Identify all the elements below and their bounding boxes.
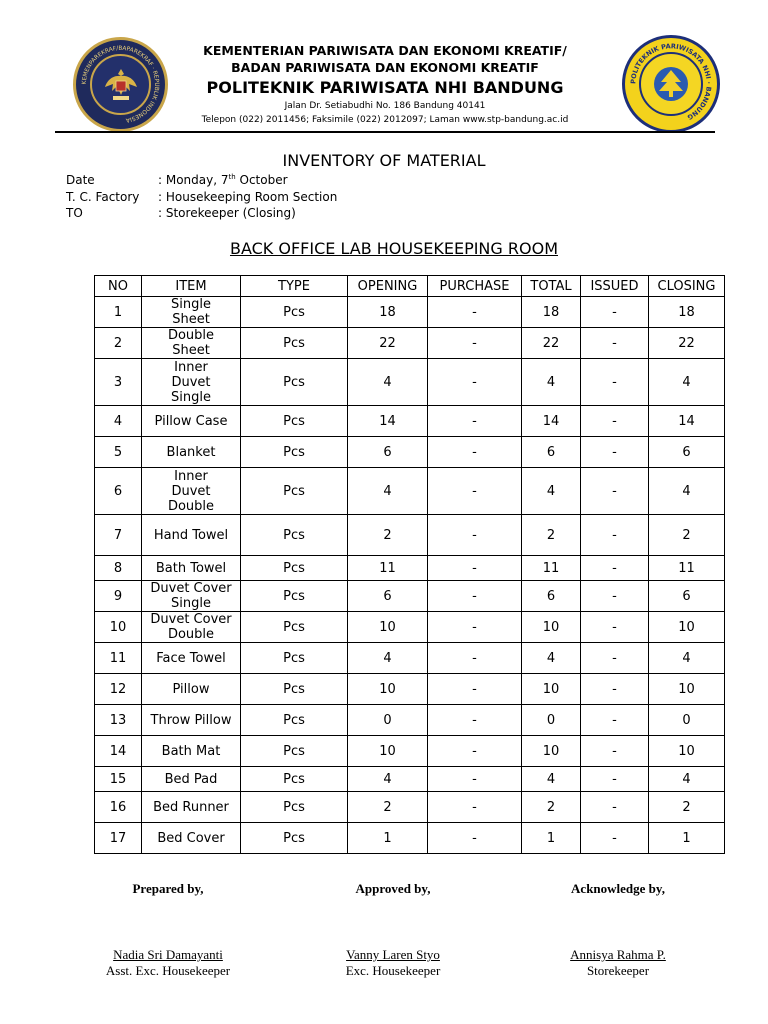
cell-type: Pcs	[241, 468, 348, 515]
cell-purchase: -	[428, 328, 522, 359]
item-line: Double	[167, 498, 215, 514]
cell-total: 2	[522, 792, 581, 823]
cell-type: Pcs	[241, 328, 348, 359]
cell-type: Pcs	[241, 515, 348, 556]
cell-total: 10	[522, 736, 581, 767]
item-line: Sheet	[172, 312, 210, 327]
cell-purchase: -	[428, 792, 522, 823]
item-line: Face Towel	[156, 650, 226, 666]
cell-no: 7	[95, 515, 142, 556]
cell-no: 11	[95, 643, 142, 674]
institution-address: Jalan Dr. Setiabudhi No. 186 Bandung 40141	[284, 101, 486, 111]
signature-heading: Acknowledge by,	[571, 881, 665, 896]
cell-closing: 18	[649, 297, 725, 328]
table-row	[95, 556, 725, 581]
cell-closing: 10	[649, 612, 725, 643]
cell-issued: -	[581, 767, 649, 792]
garuda-emblem-icon	[104, 67, 138, 103]
column-header: ITEM	[142, 276, 241, 297]
item-line: Inner	[174, 359, 208, 375]
cell-no: 2	[95, 328, 142, 359]
table-row	[95, 297, 725, 328]
cell-issued: -	[581, 674, 649, 705]
cell-no: 4	[95, 406, 142, 437]
document-title: INVENTORY OF MATERIAL	[282, 151, 486, 170]
cell-type: Pcs	[241, 297, 348, 328]
cell-opening: 11	[348, 556, 428, 581]
meta-label: Date	[66, 173, 95, 187]
cell-item	[142, 437, 241, 468]
table-row	[95, 674, 725, 705]
cell-opening: 6	[348, 581, 428, 612]
column-header: TYPE	[241, 276, 348, 297]
meta-value: : Storekeeper (Closing)	[158, 206, 296, 220]
cell-closing: 2	[649, 515, 725, 556]
item-line: Throw Pillow	[150, 712, 232, 728]
column-header: TOTAL	[522, 276, 581, 297]
cell-item	[142, 556, 241, 581]
cell-purchase: -	[428, 581, 522, 612]
item-line: Blanket	[166, 444, 216, 460]
cell-total: 10	[522, 674, 581, 705]
item-line: Bed Runner	[153, 799, 229, 815]
item-line: Single	[171, 297, 211, 312]
table-row	[95, 643, 725, 674]
signature-name: Vanny Laren Styo	[346, 947, 440, 962]
cell-opening: 10	[348, 612, 428, 643]
cell-closing: 2	[649, 792, 725, 823]
column-header: OPENING	[348, 276, 428, 297]
cell-total: 10	[522, 612, 581, 643]
cell-no: 10	[95, 612, 142, 643]
cell-total: 4	[522, 643, 581, 674]
cell-opening: 10	[348, 674, 428, 705]
institution-logo-center	[639, 52, 703, 116]
ministry-line-2: BADAN PARIWISATA DAN EKONOMI KREATIF	[231, 60, 539, 75]
cell-opening: 4	[348, 643, 428, 674]
signature-prepared	[68, 881, 268, 979]
item-line: Bed Cover	[157, 830, 225, 846]
cell-closing: 11	[649, 556, 725, 581]
item-line: Bath Mat	[161, 743, 221, 759]
ministry-logo-center	[90, 54, 151, 115]
item-line: Duvet Cover	[150, 612, 232, 627]
item-line: Inner	[174, 468, 208, 484]
item-line: Hand Towel	[153, 527, 229, 543]
item-line: Pillow	[172, 681, 210, 697]
cell-issued: -	[581, 823, 649, 854]
cell-purchase: -	[428, 297, 522, 328]
cell-total: 1	[522, 823, 581, 854]
signature-name: Annisya Rahma P.	[570, 947, 666, 962]
signature-title: Exc. Housekeeper	[345, 963, 441, 978]
cell-no: 1	[95, 297, 142, 328]
cell-item	[142, 297, 241, 328]
cell-issued: -	[581, 736, 649, 767]
cell-opening: 18	[348, 297, 428, 328]
cell-no: 6	[95, 468, 142, 515]
cell-closing: 4	[649, 767, 725, 792]
cell-item	[142, 823, 241, 854]
cell-item	[142, 359, 241, 406]
column-header: ISSUED	[581, 276, 649, 297]
cell-type: Pcs	[241, 792, 348, 823]
cell-issued: -	[581, 328, 649, 359]
table-row	[95, 437, 725, 468]
svg-text:POLITEKNIK PARIWISATA NHI · BA: POLITEKNIK PARIWISATA NHI · BANDUNG	[629, 42, 713, 122]
cell-purchase: -	[428, 515, 522, 556]
cell-issued: -	[581, 437, 649, 468]
cell-type: Pcs	[241, 736, 348, 767]
cell-no: 5	[95, 437, 142, 468]
svg-text:KEMENPAREKRAF/BAPAREKRAF · REP: KEMENPAREKRAF/BAPAREKRAF · REPUBLIK INDONESIA	[81, 45, 160, 123]
cell-issued: -	[581, 705, 649, 736]
cell-item	[142, 792, 241, 823]
table-row	[95, 581, 725, 612]
cell-closing: 10	[649, 674, 725, 705]
cell-issued: -	[581, 792, 649, 823]
table-row	[95, 406, 725, 437]
signature-acknowledged	[518, 881, 718, 979]
institution-logo	[622, 35, 720, 133]
cell-total: 4	[522, 359, 581, 406]
cell-issued: -	[581, 297, 649, 328]
cell-total: 22	[522, 328, 581, 359]
cell-opening: 10	[348, 736, 428, 767]
cell-closing: 6	[649, 437, 725, 468]
cell-issued: -	[581, 468, 649, 515]
cell-type: Pcs	[241, 359, 348, 406]
cell-type: Pcs	[241, 406, 348, 437]
cell-purchase: -	[428, 643, 522, 674]
cell-total: 11	[522, 556, 581, 581]
item-line: Bed Pad	[164, 771, 218, 787]
cell-opening: 1	[348, 823, 428, 854]
cell-no: 9	[95, 581, 142, 612]
cell-total: 4	[522, 468, 581, 515]
cell-issued: -	[581, 556, 649, 581]
cell-closing: 4	[649, 643, 725, 674]
table-row	[95, 823, 725, 854]
signature-name: Nadia Sri Damayanti	[113, 947, 223, 962]
cell-opening: 2	[348, 792, 428, 823]
header-divider	[55, 131, 715, 133]
cell-item	[142, 581, 241, 612]
cell-closing: 0	[649, 705, 725, 736]
cell-issued: -	[581, 612, 649, 643]
cell-total: 18	[522, 297, 581, 328]
item-line: Duvet	[171, 483, 211, 499]
signature-heading: Approved by,	[355, 881, 431, 896]
cell-issued: -	[581, 581, 649, 612]
cell-no: 14	[95, 736, 142, 767]
cell-issued: -	[581, 515, 649, 556]
institution-contact: Telepon (022) 2011456; Faksimile (022) 2012097; Laman www.stp-bandung.ac.id	[201, 115, 569, 125]
meta-value: : Housekeeping Room Section	[158, 190, 338, 204]
table-row	[95, 515, 725, 556]
item-line: Single	[171, 389, 211, 405]
cell-type: Pcs	[241, 556, 348, 581]
cell-opening: 22	[348, 328, 428, 359]
item-line: Duvet Cover	[150, 581, 232, 596]
column-header: PURCHASE	[428, 276, 522, 297]
ministry-line-1: KEMENTERIAN PARIWISATA DAN EKONOMI KREATIF/	[203, 43, 567, 58]
cell-type: Pcs	[241, 612, 348, 643]
cell-item	[142, 643, 241, 674]
item-line: Duvet	[171, 374, 211, 390]
cell-purchase: -	[428, 736, 522, 767]
cell-no: 13	[95, 705, 142, 736]
cell-issued: -	[581, 643, 649, 674]
meta-label: T. C. Factory	[66, 190, 140, 204]
cell-type: Pcs	[241, 705, 348, 736]
cell-opening: 4	[348, 767, 428, 792]
cell-total: 6	[522, 581, 581, 612]
table-row	[95, 359, 725, 406]
cell-closing: 10	[649, 736, 725, 767]
table-row	[95, 328, 725, 359]
cell-closing: 1	[649, 823, 725, 854]
column-header: CLOSING	[649, 276, 725, 297]
cell-purchase: -	[428, 823, 522, 854]
cell-purchase: -	[428, 406, 522, 437]
cell-no: 8	[95, 556, 142, 581]
table-row	[95, 612, 725, 643]
cell-type: Pcs	[241, 437, 348, 468]
cell-purchase: -	[428, 437, 522, 468]
section-title: BACK OFFICE LAB HOUSEKEEPING ROOM	[229, 239, 558, 258]
institution-name: POLITEKNIK PARIWISATA NHI BANDUNG	[206, 78, 564, 97]
cell-issued: -	[581, 359, 649, 406]
item-line: Single	[171, 596, 211, 611]
item-line: Double	[167, 627, 215, 642]
cell-item	[142, 767, 241, 792]
cell-item	[142, 406, 241, 437]
cell-no: 15	[95, 767, 142, 792]
meta-value: : Monday, 7th October	[158, 173, 288, 187]
cell-total: 6	[522, 437, 581, 468]
cell-purchase: -	[428, 468, 522, 515]
meta-label: TO	[66, 206, 83, 220]
cell-opening: 2	[348, 515, 428, 556]
cell-type: Pcs	[241, 674, 348, 705]
cell-item	[142, 612, 241, 643]
cell-item	[142, 468, 241, 515]
cell-item	[142, 736, 241, 767]
table-row	[95, 792, 725, 823]
table-row	[95, 767, 725, 792]
cell-closing: 14	[649, 406, 725, 437]
signature-approved	[293, 881, 493, 979]
table-row	[95, 468, 725, 515]
cell-total: 2	[522, 515, 581, 556]
cell-purchase: -	[428, 556, 522, 581]
cell-item	[142, 515, 241, 556]
cell-purchase: -	[428, 674, 522, 705]
cell-closing: 4	[649, 359, 725, 406]
cell-type: Pcs	[241, 643, 348, 674]
cell-item	[142, 328, 241, 359]
cell-closing: 22	[649, 328, 725, 359]
cell-closing: 6	[649, 581, 725, 612]
cell-type: Pcs	[241, 823, 348, 854]
cell-purchase: -	[428, 705, 522, 736]
cell-purchase: -	[428, 359, 522, 406]
emblem-tree-icon	[651, 64, 691, 104]
item-line: Bath Towel	[155, 560, 227, 576]
cell-no: 12	[95, 674, 142, 705]
table-header-row	[95, 276, 725, 297]
cell-closing: 4	[649, 468, 725, 515]
cell-total: 4	[522, 767, 581, 792]
cell-total: 0	[522, 705, 581, 736]
signature-heading: Prepared by,	[132, 881, 204, 896]
cell-purchase: -	[428, 767, 522, 792]
cell-opening: 4	[348, 359, 428, 406]
cell-total: 14	[522, 406, 581, 437]
cell-purchase: -	[428, 612, 522, 643]
cell-opening: 0	[348, 705, 428, 736]
cell-type: Pcs	[241, 581, 348, 612]
cell-no: 17	[95, 823, 142, 854]
table-row	[95, 736, 725, 767]
cell-no: 16	[95, 792, 142, 823]
cell-type: Pcs	[241, 767, 348, 792]
inventory-table	[94, 275, 725, 854]
table-row	[95, 705, 725, 736]
signature-title: Storekeeper	[586, 963, 650, 978]
cell-item	[142, 674, 241, 705]
column-header: NO	[95, 276, 142, 297]
cell-opening: 4	[348, 468, 428, 515]
signature-title: Asst. Exc. Housekeeper	[105, 963, 231, 978]
ministry-logo	[73, 37, 168, 132]
cell-no: 3	[95, 359, 142, 406]
item-line: Double	[167, 328, 215, 343]
cell-opening: 6	[348, 437, 428, 468]
cell-item	[142, 705, 241, 736]
item-line: Pillow Case	[154, 413, 228, 429]
cell-issued: -	[581, 406, 649, 437]
cell-opening: 14	[348, 406, 428, 437]
item-line: Sheet	[172, 343, 210, 358]
